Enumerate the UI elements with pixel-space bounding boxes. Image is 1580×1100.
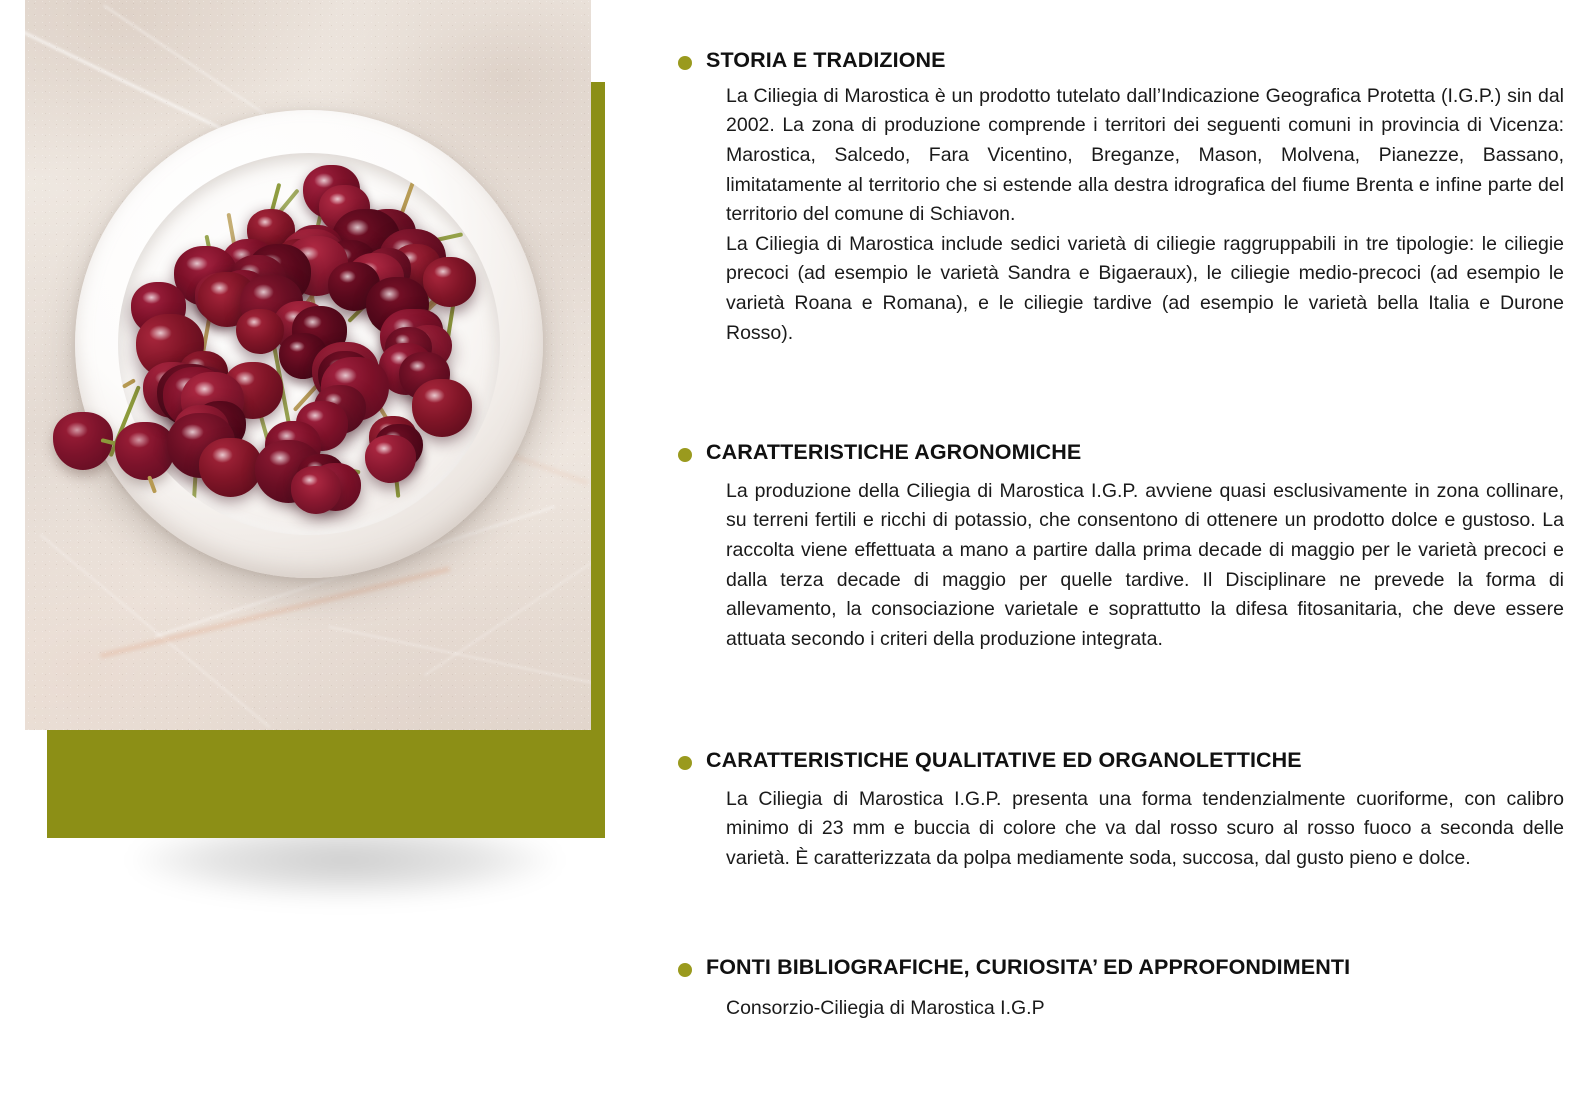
paragraph: La Ciliegia di Marostica è un prodotto tutelato dall’Indicazione Geografica Protetta (I.G.P.) sin dal 2002. La zona di produzione comprende i territori dei seguenti comuni in provincia di Vicenza: Marostica, Salcedo, Fara Vicentino, Breganze, Mason, Molvena, Pianezze, Bassano, limitatamente al territorio che si estende alla destra idrografica del fiume Brenta e infine parte del territorio del comune di Schiavon. [726,84,1564,226]
section-title: CARATTERISTICHE QUALITATIVE ED ORGANOLETTICHE [706,748,1302,772]
paragraph: Consorzio-Ciliegia di Marostica I.G.P [726,996,1045,1019]
section-fonti-bibliografiche [678,955,1526,1023]
cherry [236,309,284,354]
section-title: CARATTERISTICHE AGRONOMICHE [706,440,1082,464]
bullet-icon [678,56,692,70]
section-header [678,48,1526,73]
paragraph: La Ciliegia di Marostica I.G.P. presenta una forma tendenzialmente cuoriforme, con calibro minimo di 23 mm e buccia di colore che va dal rosso scuro al rosso fuoco a seconda delle varietà. È caratterizzata da polpa mediamente soda, succosa, dal gusto pieno e dolce. [726,787,1564,869]
section-body [726,785,1564,874]
section-caratteristiche-agronomiche [678,440,1564,654]
cherry [365,435,416,483]
section-body [726,477,1564,655]
bullet-icon [678,963,692,977]
bullet-icon [678,756,692,770]
cherry [412,379,472,436]
bullet-icon [678,448,692,462]
paragraph: La produzione della Ciliegia di Marostica I.G.P. avviene quasi esclusivamente in zona collinare, su terreni fertili e ricchi di potassio, che consentono di ottenere un prodotto dolce e gustoso. La raccolta viene effettuata a mano a partire dalla prima decade di maggio per le varietà precoci e dalla terza decade di maggio per quelle tardive. Il Disciplinare ne prevede la forma di allevamento, la consociazione varietale e soprattutto la difesa fitosanitaria, che deve essere attuata secondo i criteri della produzione integrata. [726,479,1564,650]
section-body [726,82,1564,349]
section-header [678,748,1526,773]
section-caratteristiche-qualitative [678,748,1564,874]
content-column [660,0,1564,1100]
section-header [678,955,1526,980]
cherry [423,257,476,307]
section-body [726,994,1564,1024]
cherry [199,438,262,498]
white-bowl [75,110,543,578]
figure-panel [0,0,660,1100]
section-title: FONTI BIBLIOGRAFICHE, CURIOSITA’ ED APPROFONDIMENTI [706,955,1351,979]
section-header [678,440,1526,465]
cherries-photograph [25,0,591,730]
paragraph: La Ciliegia di Marostica include sedici varietà di ciliegie raggruppabili in tre tipologie: le ciliegie precoci (ad esempio le varietà Sandra e Bigaeraux), le ciliegie medio-precoci (ad esempio le varietà Roana e Romana), e le ciliegie tardive (ad esempio le varietà bella Italia e Durone Rosso). [726,232,1564,344]
section-storia-e-tradizione [678,48,1564,348]
section-title: STORIA E TRADIZIONE [706,48,946,72]
